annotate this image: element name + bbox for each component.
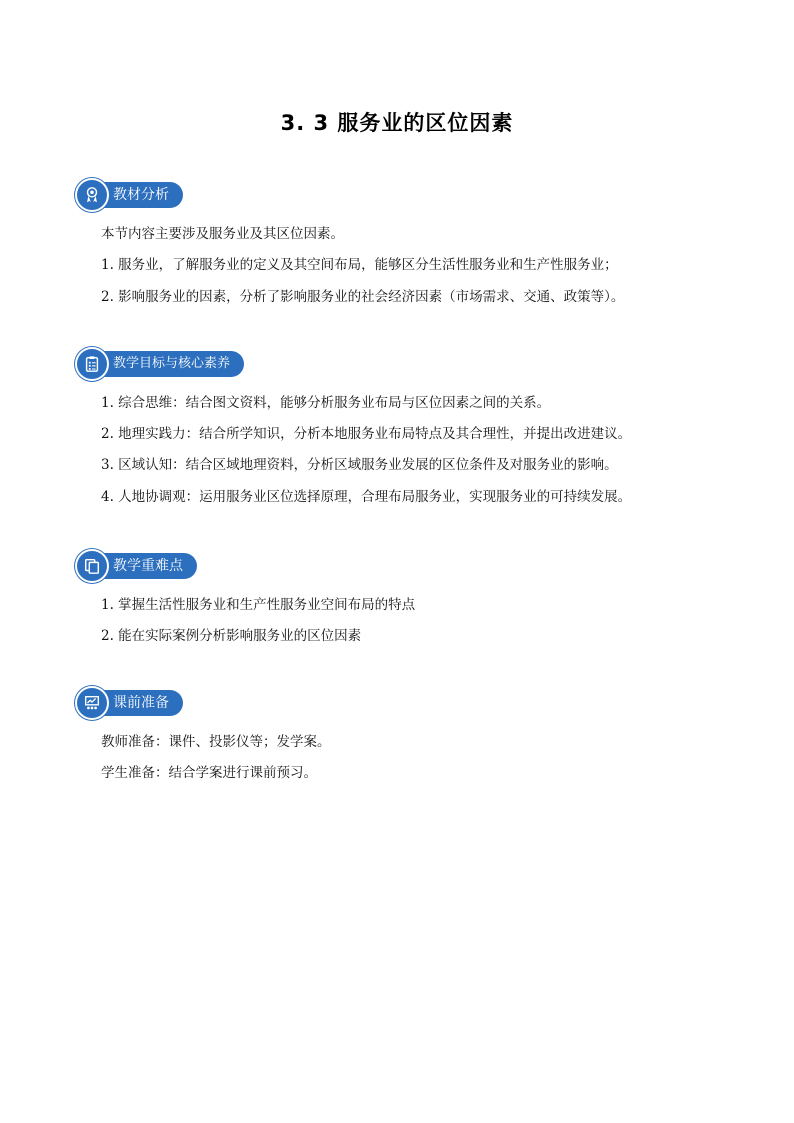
page-title: 3. 3 服务业的区位因素 — [280, 111, 514, 135]
paragraph-line: 1. 综合思维：结合图文资料，能够分析服务业布局与区位因素之间的关系。 — [101, 395, 551, 411]
paragraph-line: 学生准备：结合学案进行课前预习。 — [101, 765, 317, 781]
section-heading: 教学目标与核心素养 — [89, 351, 244, 377]
paragraph-line: 2. 影响服务业的因素，分析了影响服务业的社会经济因素（市场需求、交通、政策等）。 — [101, 289, 625, 305]
presentation-icon — [75, 686, 109, 720]
paragraph-line: 2. 地理实践力：结合所学知识，分析本地服务业布局特点及其合理性，并提出改进建议。 — [101, 426, 632, 442]
clipboard-icon — [75, 347, 109, 381]
paragraph-line: 本节内容主要涉及服务业及其区位因素。 — [101, 226, 344, 242]
section-heading: 教材分析 — [89, 182, 183, 208]
documents-icon — [75, 549, 109, 583]
paragraph-line: 1. 服务业，了解服务业的定义及其空间布局，能够区分生活性服务业和生产性服务业； — [101, 257, 618, 273]
paragraph-line: 4. 人地协调观：运用服务业区位选择原理，合理布局服务业，实现服务业的可持续发展。 — [101, 489, 632, 505]
award-icon — [75, 178, 109, 212]
paragraph-line: 1. 掌握生活性服务业和生产性服务业空间布局的特点 — [101, 597, 416, 613]
paragraph-line: 2. 能在实际案例分析影响服务业的区位因素 — [101, 628, 362, 644]
paragraph-line: 教师准备：课件、投影仪等；发学案。 — [101, 734, 331, 750]
paragraph-line: 3. 区域认知：结合区域地理资料，分析区域服务业发展的区位条件及对服务业的影响。 — [101, 457, 618, 473]
section-heading: 教学重难点 — [89, 553, 197, 579]
section-heading: 课前准备 — [89, 690, 183, 716]
